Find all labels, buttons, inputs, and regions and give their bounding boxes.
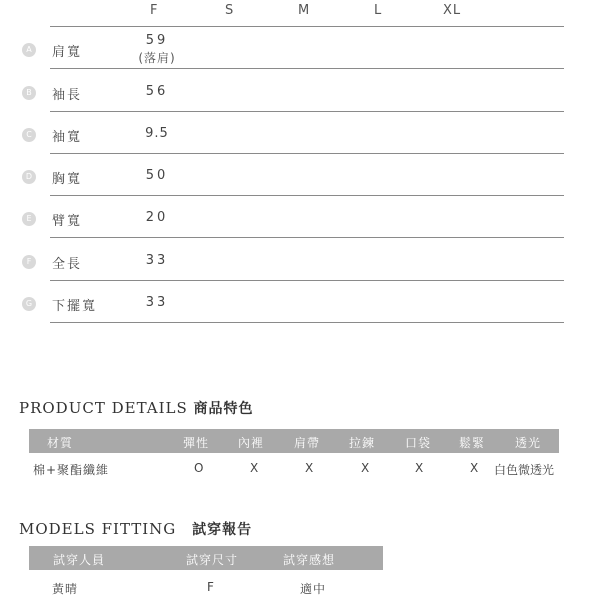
- header-elasticity: 彈性: [183, 436, 210, 450]
- header-zipper: 拉鍊: [349, 436, 376, 450]
- badge-c-icon: C: [22, 128, 36, 142]
- value-lining: X: [250, 461, 260, 475]
- size-col-f: F: [150, 3, 159, 18]
- measure-value: 56: [145, 84, 169, 99]
- value-elasticity: O: [194, 461, 205, 475]
- measure-value: 20: [145, 210, 169, 225]
- size-row: [22, 70, 564, 112]
- badge-g-icon: G: [22, 297, 36, 311]
- row-divider: [50, 237, 564, 238]
- value-fitter: 黃晴: [52, 582, 79, 596]
- measure-value: 33: [145, 295, 169, 310]
- models-fitting-header-bar: [29, 546, 383, 570]
- measure-label: 臂寬: [52, 214, 83, 229]
- size-row: [22, 27, 564, 69]
- size-row: [22, 196, 564, 238]
- measure-value: 33: [145, 253, 169, 268]
- measure-label: 袖長: [52, 88, 83, 103]
- badge-d-icon: D: [22, 170, 36, 184]
- measure-label: 胸寬: [52, 172, 83, 187]
- measure-label: 肩寬: [52, 45, 83, 60]
- size-col-m: M: [298, 3, 311, 18]
- models-fitting-title-cn: 試穿報告: [192, 522, 253, 538]
- size-col-l: L: [374, 3, 383, 18]
- size-row: [22, 154, 564, 196]
- header-elastic-band: 鬆緊: [459, 436, 486, 450]
- measure-value: 59: [145, 33, 169, 48]
- value-fitting-feedback: 適中: [300, 582, 327, 596]
- models-fitting-title: [19, 519, 252, 539]
- product-details-header-bar: [29, 429, 559, 453]
- measure-value: 9.5: [145, 126, 169, 141]
- measure-note: (落肩): [138, 51, 176, 65]
- size-col-s: S: [225, 3, 235, 18]
- row-divider: [50, 322, 564, 323]
- badge-b-icon: B: [22, 86, 36, 100]
- header-lining: 內裡: [238, 436, 265, 450]
- value-transparency: 白色微透光: [494, 463, 555, 477]
- badge-f-icon: F: [22, 255, 36, 269]
- models-fitting-title-en: MODELS FITTING: [19, 520, 177, 538]
- header-pocket: 口袋: [405, 436, 432, 450]
- product-details-title: [19, 398, 254, 418]
- badge-a-icon: A: [22, 43, 36, 57]
- value-strap: X: [305, 461, 315, 475]
- size-row: [22, 112, 564, 154]
- size-row: [22, 281, 564, 323]
- value-zipper: X: [361, 461, 371, 475]
- product-details-title-en: PRODUCT DETAILS: [19, 399, 188, 417]
- header-fitting-feedback: 試穿感想: [283, 553, 336, 567]
- size-row: [22, 239, 564, 281]
- value-material: 棉+聚酯纖維: [33, 463, 110, 477]
- badge-e-icon: E: [22, 212, 36, 226]
- value-fitting-size: F: [207, 580, 215, 594]
- value-pocket: X: [415, 461, 425, 475]
- measure-label: 袖寬: [52, 130, 83, 145]
- header-fitting-size: 試穿尺寸: [186, 553, 239, 567]
- product-details-title-cn: 商品特色: [193, 401, 254, 417]
- measure-label: 下擺寬: [52, 299, 98, 314]
- measure-label: 全長: [52, 257, 83, 272]
- size-col-xl: XL: [443, 3, 462, 18]
- header-material: 材質: [47, 436, 74, 450]
- value-elastic-band: X: [470, 461, 480, 475]
- header-fitter: 試穿人員: [53, 553, 106, 567]
- row-divider: [50, 68, 564, 69]
- header-strap: 肩帶: [294, 436, 321, 450]
- header-transparency: 透光: [515, 436, 542, 450]
- measure-value: 50: [145, 168, 169, 183]
